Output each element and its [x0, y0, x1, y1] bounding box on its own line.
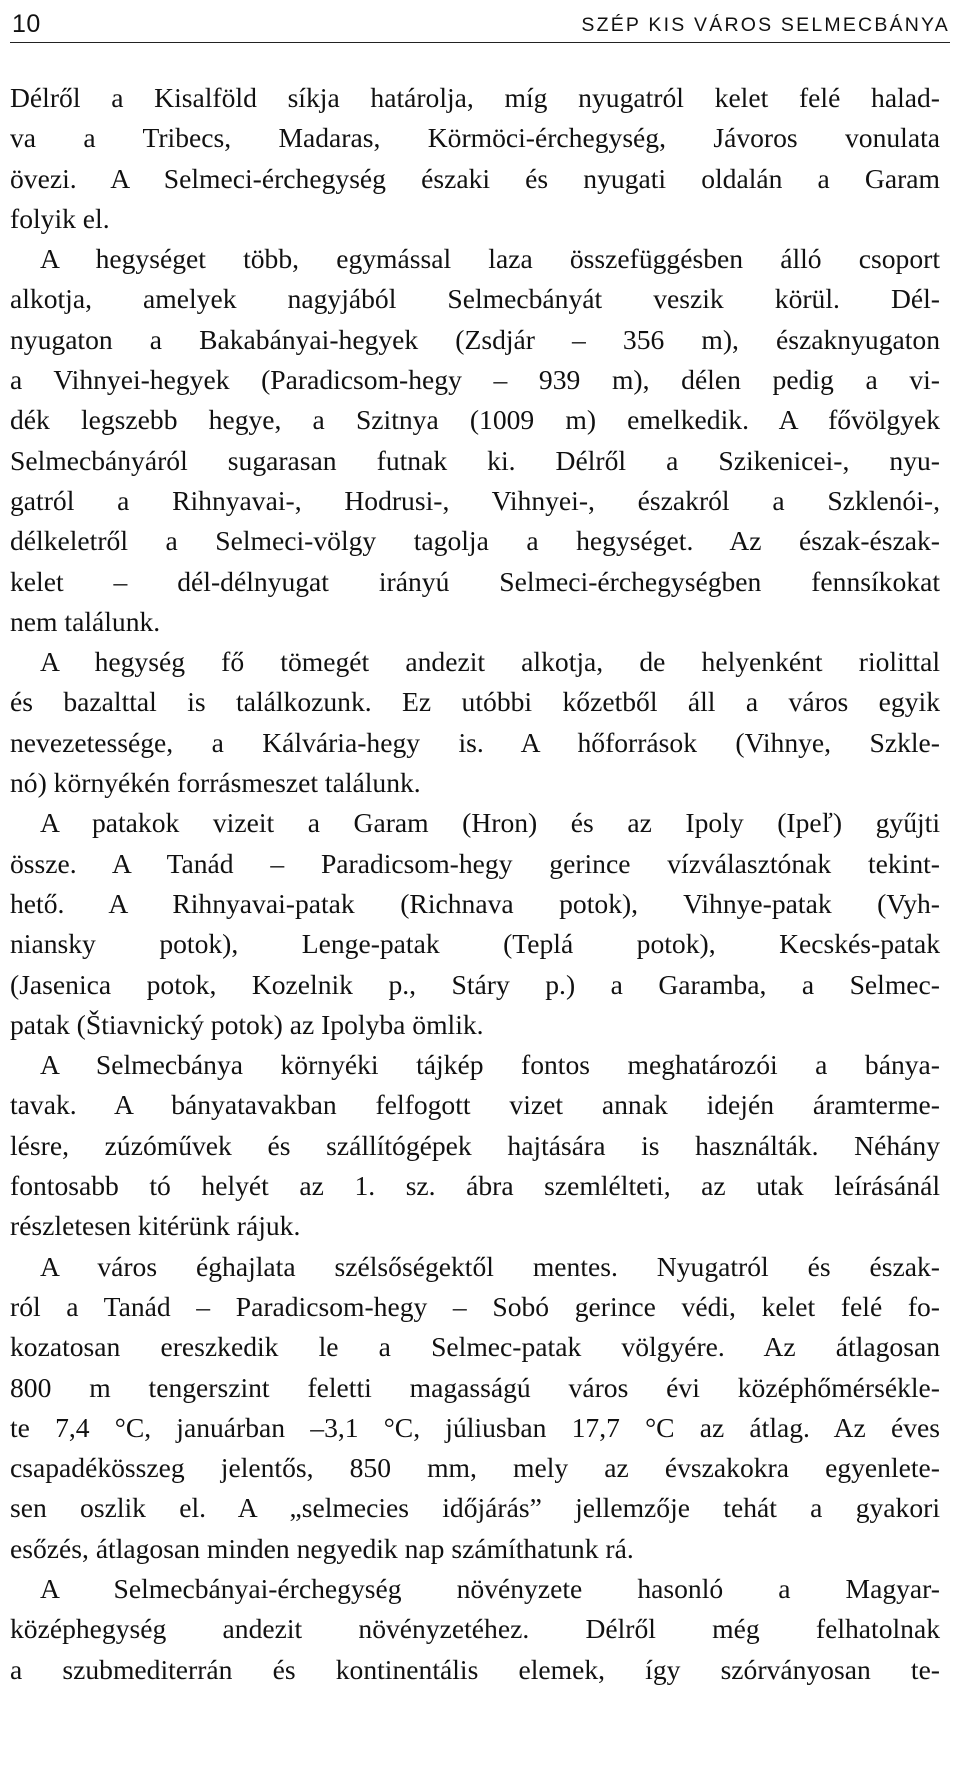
text-line: kelet – dél-délnyugat irányú Selmeci-érchegységben fennsíkokat: [10, 565, 940, 597]
text-line: részletesen kitérünk rájuk.: [10, 1210, 301, 1242]
text-line: (Jasenica potok, Kozelnik p., Stáry p.) a Garamba, a Selmec-: [10, 968, 940, 1000]
text-line: A Selmecbánya környéki tájkép fontos meghatározói a bánya-: [40, 1049, 940, 1081]
text-line: A patakok vizeit a Garam (Hron) és az Ipoly (Ipeľ) gyűjti: [40, 807, 940, 839]
text-line: ról a Tanád – Paradicsom-hegy – Sobó gerince védi, kelet felé fo-: [10, 1290, 940, 1322]
text-line: nyugaton a Bakabányai-hegyek (Zsdjár – 356 m), északnyugaton: [10, 323, 940, 355]
text-line: fontosabb tó helyét az 1. sz. ábra szemlélteti, az utak leírásánál: [10, 1170, 940, 1202]
text-line: nem találunk.: [10, 605, 161, 637]
text-line: a Vihnyei-hegyek (Paradicsom-hegy – 939 m), délen pedig a vi-: [10, 364, 940, 396]
text-line: A hegységet több, egymással laza összefüggésben álló csoport: [40, 243, 940, 275]
text-line: hető. A Rihnyavai-patak (Richnava potok), Vihnye-patak (Vyh-: [10, 887, 940, 919]
running-header: [10, 8, 950, 43]
text-line: lésre, zúzóművek és szállítógépek hajtására is használták. Néhány: [10, 1129, 940, 1161]
text-line: esőzés, átlagosan minden negyedik nap számíthatunk rá.: [10, 1532, 634, 1564]
body-text: [10, 78, 940, 1690]
text-line: csapadékösszeg jelentős, 850 mm, mely az évszakokra egyenlete-: [10, 1452, 940, 1484]
text-line: va a Tribecs, Madaras, Körmöci-érchegység, Jávoros vonulata: [10, 122, 940, 154]
text-line: dék legszebb hegye, a Szitnya (1009 m) emelkedik. A fővölgyek: [10, 404, 940, 436]
text-line: niansky potok), Lenge-patak (Teplá potok), Kecskés-patak: [10, 928, 940, 960]
text-line: A Selmecbányai-érchegység növényzete hasonló a Magyar-: [40, 1572, 940, 1604]
text-line: A hegység fő tömegét andezit alkotja, de helyenként riolittal: [40, 646, 940, 678]
running-title: SZÉP KIS VÁROS SELMECBÁNYA: [581, 14, 950, 36]
page-number: 10: [12, 10, 41, 38]
text-line: gatról a Rihnyavai-, Hodrusi-, Vihnyei-, északról a Szklenói-,: [10, 484, 940, 516]
text-line: kozatosan ereszkedik le a Selmec-patak völgyére. Az átlagosan: [10, 1331, 940, 1363]
text-line: te 7,4 °C, januárban –3,1 °C, júliusban 17,7 °C az átlag. Az éves: [10, 1411, 940, 1443]
text-line: középhegység andezit növényzetéhez. Délről még felhatolnak: [10, 1613, 940, 1645]
text-line: sen oszlik el. A „selmecies időjárás” jellemzője tehát a gyakori: [10, 1492, 940, 1524]
text-line: patak (Štiavnický potok) az Ipolyba ömlik.: [10, 1008, 484, 1040]
text-line: össze. A Tanád – Paradicsom-hegy gerince vízválasztónak tekint-: [10, 847, 940, 879]
text-line: alkotja, amelyek nagyjából Selmecbányát veszik körül. Dél-: [10, 283, 940, 315]
text-line: Selmecbányáról sugarasan futnak ki. Délről a Szikenicei-, nyu-: [10, 444, 940, 476]
text-line: övezi. A Selmeci-érchegység északi és nyugati oldalán a Garam: [10, 162, 940, 194]
text-line: folyik el.: [10, 202, 110, 234]
text-line: délkeletről a Selmeci-völgy tagolja a hegységet. Az észak-észak-: [10, 525, 940, 557]
text-line: és bazalttal is találkozunk. Ez utóbbi kőzetből áll a város egyik: [10, 686, 940, 718]
text-line: A város éghajlata szélsőségektől mentes. Nyugatról és észak-: [40, 1250, 940, 1282]
text-line: tavak. A bányatavakban felfogott vizet annak idején áramterme-: [10, 1089, 940, 1121]
text-line: a szubmediterrán és kontinentális elemek, így szórványosan te-: [10, 1653, 940, 1685]
text-line: Délről a Kisalföld síkja határolja, míg nyugatról kelet felé halad-: [10, 82, 940, 113]
text-line: nó) környékén forrásmeszet találunk.: [10, 767, 421, 799]
text-line: nevezetessége, a Kálvária-hegy is. A hőforrások (Vihnye, Szkle-: [10, 726, 940, 758]
text-line: 800 m tengerszint feletti magasságú város évi középhőmérsékle-: [10, 1371, 940, 1403]
